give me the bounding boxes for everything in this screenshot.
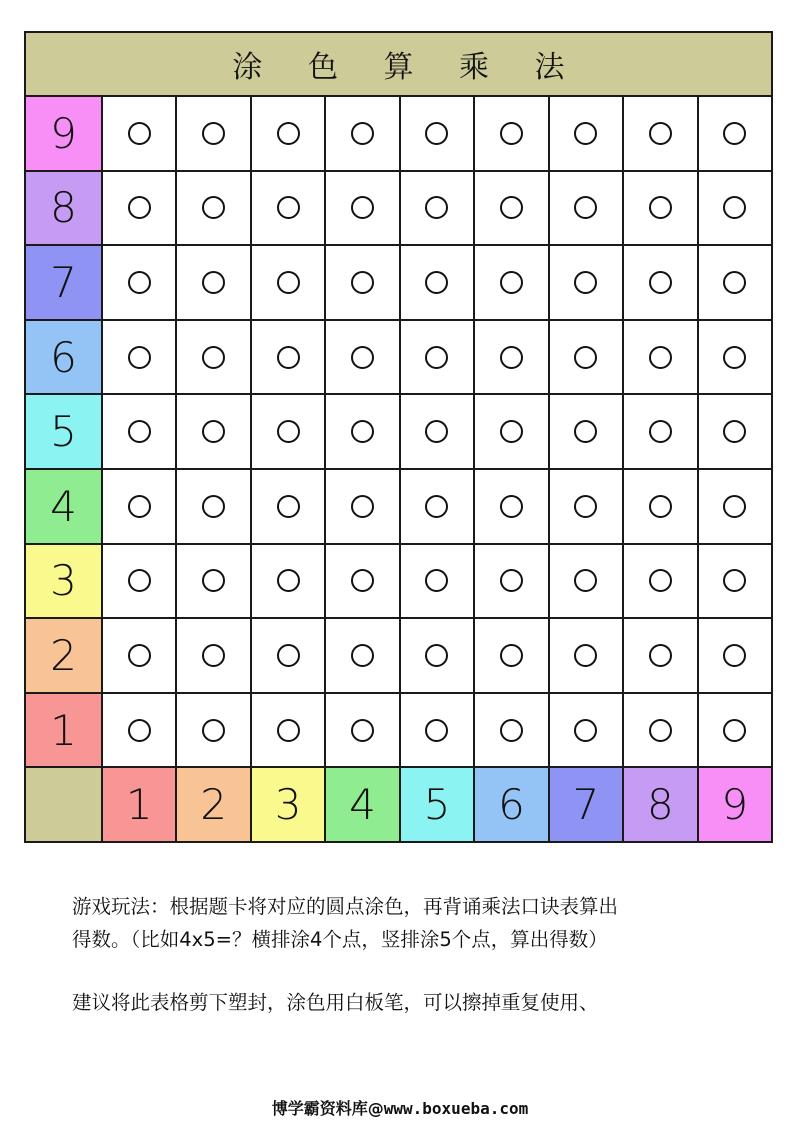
circle-icon[interactable] — [202, 420, 225, 443]
row-label-9: 9 — [26, 97, 101, 170]
circle-icon[interactable] — [128, 569, 151, 592]
dot-cell[interactable] — [177, 321, 249, 394]
dot-cell[interactable] — [252, 321, 324, 394]
circle-icon[interactable] — [723, 122, 746, 145]
column-label-5: 5 — [401, 768, 473, 841]
dot-cell[interactable] — [103, 395, 175, 468]
dot-cell[interactable] — [326, 321, 398, 394]
dot-cell[interactable] — [550, 172, 622, 245]
circle-icon[interactable] — [277, 122, 300, 145]
dot-cell[interactable] — [252, 619, 324, 692]
circle-icon[interactable] — [277, 719, 300, 742]
dot-cell[interactable] — [624, 172, 696, 245]
row-label-3: 3 — [26, 545, 101, 618]
circle-icon[interactable] — [649, 196, 672, 219]
dot-cell[interactable] — [252, 97, 324, 170]
circle-icon[interactable] — [649, 122, 672, 145]
circle-icon[interactable] — [277, 420, 300, 443]
dot-cell[interactable] — [624, 470, 696, 543]
footer-url[interactable]: www.boxueba.com — [383, 1099, 529, 1118]
instructions-line-2: 得数。（比如4x5=？横排涂4个点，竖排涂5个点，算出得数） — [72, 928, 608, 951]
circle-icon[interactable] — [500, 644, 523, 667]
circle-icon[interactable] — [277, 346, 300, 369]
circle-icon[interactable] — [128, 196, 151, 219]
dot-cell[interactable] — [177, 545, 249, 618]
dot-cell[interactable] — [475, 97, 547, 170]
dot-cell[interactable] — [252, 545, 324, 618]
footer — [0, 1096, 800, 1119]
row-label-5: 5 — [26, 395, 101, 468]
dot-cell[interactable] — [550, 470, 622, 543]
dot-cell[interactable] — [252, 470, 324, 543]
circle-icon[interactable] — [277, 196, 300, 219]
dot-cell[interactable] — [401, 97, 473, 170]
dot-cell[interactable] — [326, 619, 398, 692]
circle-icon[interactable] — [128, 122, 151, 145]
row-label-6: 6 — [26, 321, 101, 394]
circle-icon[interactable] — [425, 122, 448, 145]
dot-cell[interactable] — [699, 619, 771, 692]
circle-icon[interactable] — [128, 271, 151, 294]
circle-icon[interactable] — [351, 271, 374, 294]
circle-icon[interactable] — [202, 569, 225, 592]
dot-cell[interactable] — [103, 321, 175, 394]
column-label-8: 8 — [624, 768, 696, 841]
dot-cell[interactable] — [103, 97, 175, 170]
dot-cell[interactable] — [252, 246, 324, 319]
dot-cell[interactable] — [401, 694, 473, 767]
footer-brand: 博学霸资料库@ — [271, 1099, 384, 1118]
dot-cell[interactable] — [177, 470, 249, 543]
circle-icon[interactable] — [500, 196, 523, 219]
circle-icon[interactable] — [128, 644, 151, 667]
circle-icon[interactable] — [574, 569, 597, 592]
dot-cell[interactable] — [624, 246, 696, 319]
dot-cell[interactable] — [103, 470, 175, 543]
circle-icon[interactable] — [500, 495, 523, 518]
circle-icon[interactable] — [277, 644, 300, 667]
dot-cell[interactable] — [699, 321, 771, 394]
column-label-9: 9 — [699, 768, 771, 841]
dot-cell[interactable] — [103, 619, 175, 692]
dot-cell[interactable] — [252, 395, 324, 468]
circle-icon[interactable] — [500, 122, 523, 145]
circle-icon[interactable] — [723, 719, 746, 742]
dot-cell[interactable] — [177, 97, 249, 170]
circle-icon[interactable] — [723, 420, 746, 443]
circle-icon[interactable] — [649, 569, 672, 592]
circle-icon[interactable] — [500, 420, 523, 443]
circle-icon[interactable] — [425, 644, 448, 667]
circle-icon[interactable] — [500, 271, 523, 294]
circle-icon[interactable] — [202, 495, 225, 518]
circle-icon[interactable] — [649, 644, 672, 667]
dot-cell[interactable] — [550, 694, 622, 767]
dot-cell[interactable] — [550, 97, 622, 170]
multiplication-grid — [24, 31, 773, 843]
circle-icon[interactable] — [425, 569, 448, 592]
circle-icon[interactable] — [351, 196, 374, 219]
dot-cell[interactable] — [699, 395, 771, 468]
dot-cell[interactable] — [624, 545, 696, 618]
row-label-7: 7 — [26, 246, 101, 319]
circle-icon[interactable] — [351, 346, 374, 369]
circle-icon[interactable] — [202, 196, 225, 219]
circle-icon[interactable] — [574, 122, 597, 145]
dot-cell[interactable] — [475, 470, 547, 543]
dot-cell[interactable] — [475, 246, 547, 319]
circle-icon[interactable] — [723, 644, 746, 667]
dot-cell[interactable] — [103, 545, 175, 618]
instructions-line-1: 游戏玩法：根据题卡将对应的圆点涂色，再背诵乘法口诀表算出 — [72, 895, 619, 918]
dot-cell[interactable] — [401, 246, 473, 319]
circle-icon[interactable] — [649, 346, 672, 369]
dot-cell[interactable] — [550, 321, 622, 394]
dot-cell[interactable] — [699, 694, 771, 767]
dot-cell[interactable] — [401, 395, 473, 468]
circle-icon[interactable] — [723, 495, 746, 518]
circle-icon[interactable] — [574, 644, 597, 667]
circle-icon[interactable] — [649, 271, 672, 294]
instructions — [72, 890, 762, 1019]
dot-cell[interactable] — [699, 97, 771, 170]
row-label-2: 2 — [26, 619, 101, 692]
circle-icon[interactable] — [500, 346, 523, 369]
circle-icon[interactable] — [500, 719, 523, 742]
circle-icon[interactable] — [500, 569, 523, 592]
dot-cell[interactable] — [252, 694, 324, 767]
circle-icon[interactable] — [574, 420, 597, 443]
dot-cell[interactable] — [624, 619, 696, 692]
dot-cell[interactable] — [624, 97, 696, 170]
dot-cell[interactable] — [550, 619, 622, 692]
circle-icon[interactable] — [277, 495, 300, 518]
dot-cell[interactable] — [475, 395, 547, 468]
circle-icon[interactable] — [723, 569, 746, 592]
dot-cell[interactable] — [177, 172, 249, 245]
dot-cell[interactable] — [475, 545, 547, 618]
dot-cell[interactable] — [401, 619, 473, 692]
circle-icon[interactable] — [649, 420, 672, 443]
column-label-3: 3 — [252, 768, 324, 841]
circle-icon[interactable] — [128, 495, 151, 518]
circle-icon[interactable] — [649, 495, 672, 518]
dot-cell[interactable] — [177, 694, 249, 767]
dot-cell[interactable] — [475, 321, 547, 394]
dot-cell[interactable] — [401, 172, 473, 245]
row-label-8: 8 — [26, 172, 101, 245]
column-label-6: 6 — [475, 768, 547, 841]
dot-cell[interactable] — [475, 172, 547, 245]
dot-cell[interactable] — [326, 246, 398, 319]
dot-cell[interactable] — [624, 321, 696, 394]
dot-cell[interactable] — [699, 172, 771, 245]
dot-cell[interactable] — [699, 470, 771, 543]
dot-cell[interactable] — [624, 395, 696, 468]
circle-icon[interactable] — [351, 420, 374, 443]
instructions-line-3: 建议将此表格剪下塑封，涂色用白板笔，可以擦掉重复使用、 — [72, 991, 599, 1014]
circle-icon[interactable] — [128, 420, 151, 443]
dot-cell[interactable] — [326, 694, 398, 767]
dot-cell[interactable] — [624, 694, 696, 767]
corner-cell — [26, 768, 101, 841]
circle-icon[interactable] — [351, 569, 374, 592]
circle-icon[interactable] — [574, 719, 597, 742]
circle-icon[interactable] — [574, 271, 597, 294]
circle-icon[interactable] — [202, 644, 225, 667]
circle-icon[interactable] — [574, 196, 597, 219]
circle-icon[interactable] — [425, 346, 448, 369]
circle-icon[interactable] — [351, 719, 374, 742]
circle-icon[interactable] — [128, 346, 151, 369]
circle-icon[interactable] — [425, 196, 448, 219]
circle-icon[interactable] — [202, 271, 225, 294]
column-label-4: 4 — [326, 768, 398, 841]
dot-cell[interactable] — [252, 172, 324, 245]
dot-cell[interactable] — [475, 619, 547, 692]
row-label-4: 4 — [26, 470, 101, 543]
circle-icon[interactable] — [723, 346, 746, 369]
dot-cell[interactable] — [103, 172, 175, 245]
circle-icon[interactable] — [351, 644, 374, 667]
circle-icon[interactable] — [202, 719, 225, 742]
dot-cell[interactable] — [326, 395, 398, 468]
circle-icon[interactable] — [351, 122, 374, 145]
dot-cell[interactable] — [401, 470, 473, 543]
circle-icon[interactable] — [128, 719, 151, 742]
dot-cell[interactable] — [177, 246, 249, 319]
circle-icon[interactable] — [574, 495, 597, 518]
circle-icon[interactable] — [202, 122, 225, 145]
row-label-1: 1 — [26, 694, 101, 767]
circle-icon[interactable] — [723, 271, 746, 294]
dot-cell[interactable] — [326, 470, 398, 543]
circle-icon[interactable] — [425, 719, 448, 742]
circle-icon[interactable] — [723, 196, 746, 219]
dot-cell[interactable] — [475, 694, 547, 767]
dot-cell[interactable] — [550, 395, 622, 468]
dot-cell[interactable] — [177, 395, 249, 468]
circle-icon[interactable] — [574, 346, 597, 369]
dot-cell[interactable] — [401, 321, 473, 394]
column-label-1: 1 — [103, 768, 175, 841]
circle-icon[interactable] — [202, 346, 225, 369]
dot-cell[interactable] — [103, 246, 175, 319]
circle-icon[interactable] — [649, 719, 672, 742]
dot-cell[interactable] — [177, 619, 249, 692]
dot-cell[interactable] — [326, 172, 398, 245]
column-label-7: 7 — [550, 768, 622, 841]
circle-icon[interactable] — [351, 495, 374, 518]
circle-icon[interactable] — [425, 420, 448, 443]
dot-cell[interactable] — [401, 545, 473, 618]
circle-icon[interactable] — [425, 271, 448, 294]
dot-cell[interactable] — [326, 97, 398, 170]
dot-cell[interactable] — [699, 545, 771, 618]
column-label-2: 2 — [177, 768, 249, 841]
page-title: 涂 色 算 乘 法 — [26, 33, 771, 95]
dot-cell[interactable] — [326, 545, 398, 618]
circle-icon[interactable] — [277, 271, 300, 294]
circle-icon[interactable] — [277, 569, 300, 592]
circle-icon[interactable] — [425, 495, 448, 518]
dot-cell[interactable] — [699, 246, 771, 319]
dot-cell[interactable] — [550, 246, 622, 319]
dot-cell[interactable] — [550, 545, 622, 618]
dot-cell[interactable] — [103, 694, 175, 767]
